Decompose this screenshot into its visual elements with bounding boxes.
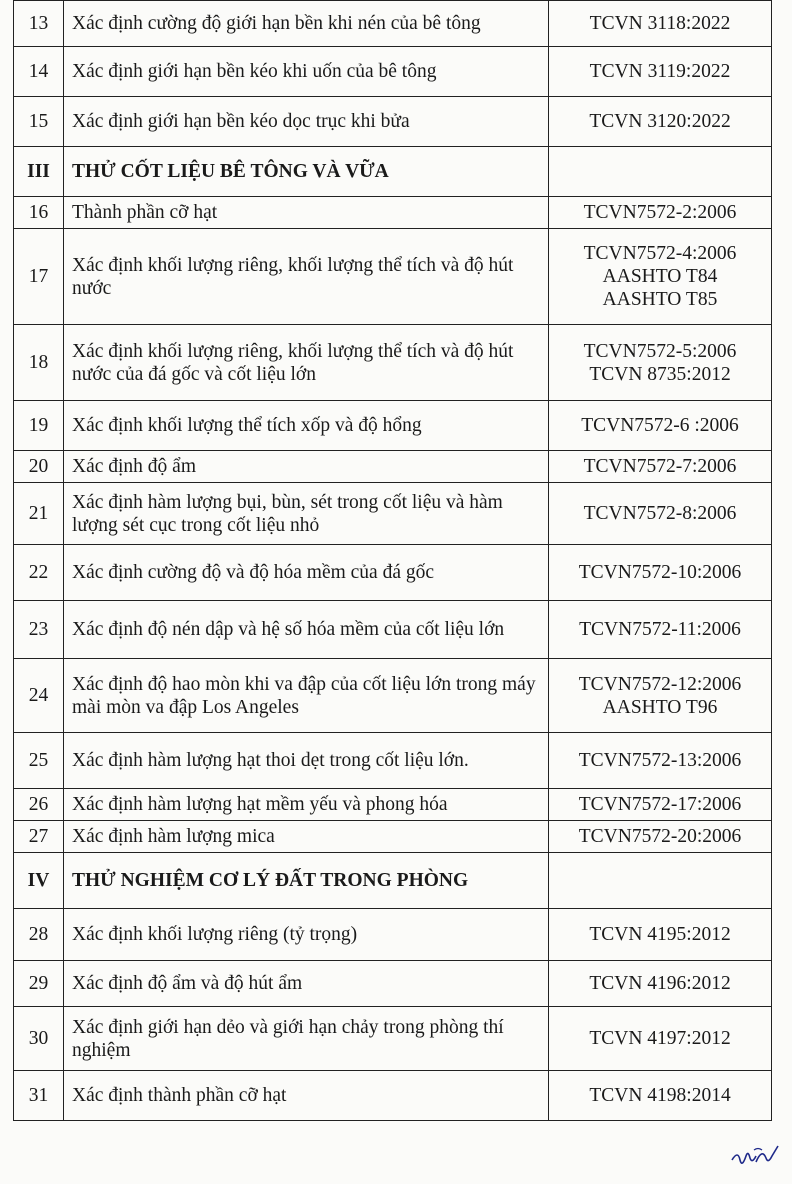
standard-code: TCVN7572-6 :2006 xyxy=(581,415,739,436)
standard-code: TCVN 3120:2022 xyxy=(589,111,731,132)
table-row xyxy=(14,961,772,1007)
standard-code: TCVN7572-12:2006 xyxy=(578,673,742,695)
test-description: Xác định hàm lượng mica xyxy=(64,821,549,853)
table-row xyxy=(14,451,772,483)
table-row xyxy=(14,659,772,733)
standard-codes xyxy=(549,1071,772,1121)
standard-codes xyxy=(549,47,772,97)
table-row xyxy=(14,401,772,451)
test-description: Xác định khối lượng riêng, khối lượng thể tích và độ hút nước xyxy=(64,229,549,325)
row-number: 23 xyxy=(14,601,64,659)
standard-codes xyxy=(549,853,772,909)
standard-code: TCVN7572-11:2006 xyxy=(579,619,741,640)
row-number: 13 xyxy=(14,1,64,47)
table-row xyxy=(14,789,772,821)
standard-code: TCVN 4197:2012 xyxy=(589,1028,731,1049)
test-description: Xác định hàm lượng bụi, bùn, sét trong cốt liệu và hàm lượng sét cục trong cốt liệu nhỏ xyxy=(64,483,549,545)
row-number: 22 xyxy=(14,545,64,601)
test-description: Xác định độ ẩm và độ hút ẩm xyxy=(64,961,549,1007)
table-row xyxy=(14,1,772,47)
standard-codes xyxy=(549,1,772,47)
standards-table xyxy=(13,0,772,1121)
standard-code: TCVN7572-10:2006 xyxy=(578,562,742,583)
standard-code: TCVN7572-2:2006 xyxy=(583,202,737,223)
standard-code: AASHTO T85 xyxy=(602,289,718,310)
standard-codes xyxy=(549,601,772,659)
table-row xyxy=(14,325,772,401)
row-number: 15 xyxy=(14,97,64,147)
row-number: 14 xyxy=(14,47,64,97)
standard-code: AASHTO T96 xyxy=(602,696,718,718)
test-description: Thành phần cỡ hạt xyxy=(64,197,549,229)
table-row xyxy=(14,1071,772,1121)
standard-code: AASHTO T84 xyxy=(602,266,718,287)
table-row xyxy=(14,545,772,601)
row-number: 18 xyxy=(14,325,64,401)
standard-code: TCVN7572-5:2006 xyxy=(583,340,737,362)
table-row xyxy=(14,1007,772,1071)
standard-code: TCVN7572-7:2006 xyxy=(583,456,737,477)
standard-code: TCVN7572-13:2006 xyxy=(578,750,742,771)
row-number: 28 xyxy=(14,909,64,961)
standard-code: TCVN7572-8:2006 xyxy=(583,503,737,524)
test-description: Xác định khối lượng thể tích xốp và độ hổng xyxy=(64,401,549,451)
standard-codes xyxy=(549,325,772,401)
test-description: Xác định cường độ và độ hóa mềm của đá gốc xyxy=(64,545,549,601)
row-number: 25 xyxy=(14,733,64,789)
standard-code: TCVN 8735:2012 xyxy=(589,363,731,385)
standard-codes xyxy=(549,545,772,601)
standard-code: TCVN7572-17:2006 xyxy=(578,794,742,815)
table-row xyxy=(14,601,772,659)
row-number: 30 xyxy=(14,1007,64,1071)
standard-codes xyxy=(549,821,772,853)
standard-codes xyxy=(549,97,772,147)
row-number: 16 xyxy=(14,197,64,229)
standard-code: TCVN7572-20:2006 xyxy=(578,826,742,847)
table-row xyxy=(14,197,772,229)
standard-codes xyxy=(549,909,772,961)
section-row xyxy=(14,853,772,909)
standard-codes xyxy=(549,733,772,789)
section-title: THỬ CỐT LIỆU BÊ TÔNG VÀ VỮA xyxy=(64,147,549,197)
standard-codes xyxy=(549,451,772,483)
standard-code: TCVN7572-4:2006 xyxy=(583,243,737,264)
test-description: Xác định độ nén dập và hệ số hóa mềm của cốt liệu lớn xyxy=(64,601,549,659)
row-number: 17 xyxy=(14,229,64,325)
table-row xyxy=(14,733,772,789)
standard-codes xyxy=(549,1007,772,1071)
standard-codes xyxy=(549,659,772,733)
standard-codes xyxy=(549,229,772,325)
row-number: 29 xyxy=(14,961,64,1007)
handwritten-initials xyxy=(726,1140,786,1176)
test-description: Xác định độ hao mòn khi va đập của cốt liệu lớn trong máy mài mòn va đập Los Angeles xyxy=(64,659,549,733)
section-row xyxy=(14,147,772,197)
test-description: Xác định độ ẩm xyxy=(64,451,549,483)
standard-code: TCVN 4198:2014 xyxy=(589,1085,731,1106)
test-description: Xác định cường độ giới hạn bền khi nén của bê tông xyxy=(64,1,549,47)
row-number: 26 xyxy=(14,789,64,821)
test-description: Xác định hàm lượng hạt mềm yếu và phong hóa xyxy=(64,789,549,821)
standard-code: TCVN 4195:2012 xyxy=(589,924,731,945)
standard-codes xyxy=(549,483,772,545)
standard-codes xyxy=(549,401,772,451)
table-row xyxy=(14,97,772,147)
section-title: THỬ NGHIỆM CƠ LÝ ĐẤT TRONG PHÒNG xyxy=(64,853,549,909)
table-row xyxy=(14,47,772,97)
section-number: III xyxy=(14,147,64,197)
table-row xyxy=(14,909,772,961)
test-description: Xác định hàm lượng hạt thoi dẹt trong cốt liệu lớn. xyxy=(64,733,549,789)
test-description: Xác định giới hạn bền kéo khi uốn của bê tông xyxy=(64,47,549,97)
table-row xyxy=(14,821,772,853)
row-number: 21 xyxy=(14,483,64,545)
section-number: IV xyxy=(14,853,64,909)
standards-table-body xyxy=(14,1,772,1121)
table-row xyxy=(14,483,772,545)
row-number: 24 xyxy=(14,659,64,733)
test-description: Xác định thành phần cỡ hạt xyxy=(64,1071,549,1121)
standard-code: TCVN 3118:2022 xyxy=(589,13,731,34)
test-description: Xác định giới hạn dẻo và giới hạn chảy trong phòng thí nghiệm xyxy=(64,1007,549,1071)
standard-code: TCVN 3119:2022 xyxy=(589,61,731,82)
standard-code: TCVN 4196:2012 xyxy=(589,973,731,994)
test-description: Xác định khối lượng riêng (tỷ trọng) xyxy=(64,909,549,961)
test-description: Xác định khối lượng riêng, khối lượng thể tích và độ hút nước của đá gốc và cốt liệu lớn xyxy=(64,325,549,401)
standard-codes xyxy=(549,197,772,229)
standard-codes xyxy=(549,789,772,821)
table-row xyxy=(14,229,772,325)
row-number: 20 xyxy=(14,451,64,483)
standard-codes xyxy=(549,961,772,1007)
standard-codes xyxy=(549,147,772,197)
test-description: Xác định giới hạn bền kéo dọc trục khi bửa xyxy=(64,97,549,147)
row-number: 19 xyxy=(14,401,64,451)
row-number: 31 xyxy=(14,1071,64,1121)
row-number: 27 xyxy=(14,821,64,853)
